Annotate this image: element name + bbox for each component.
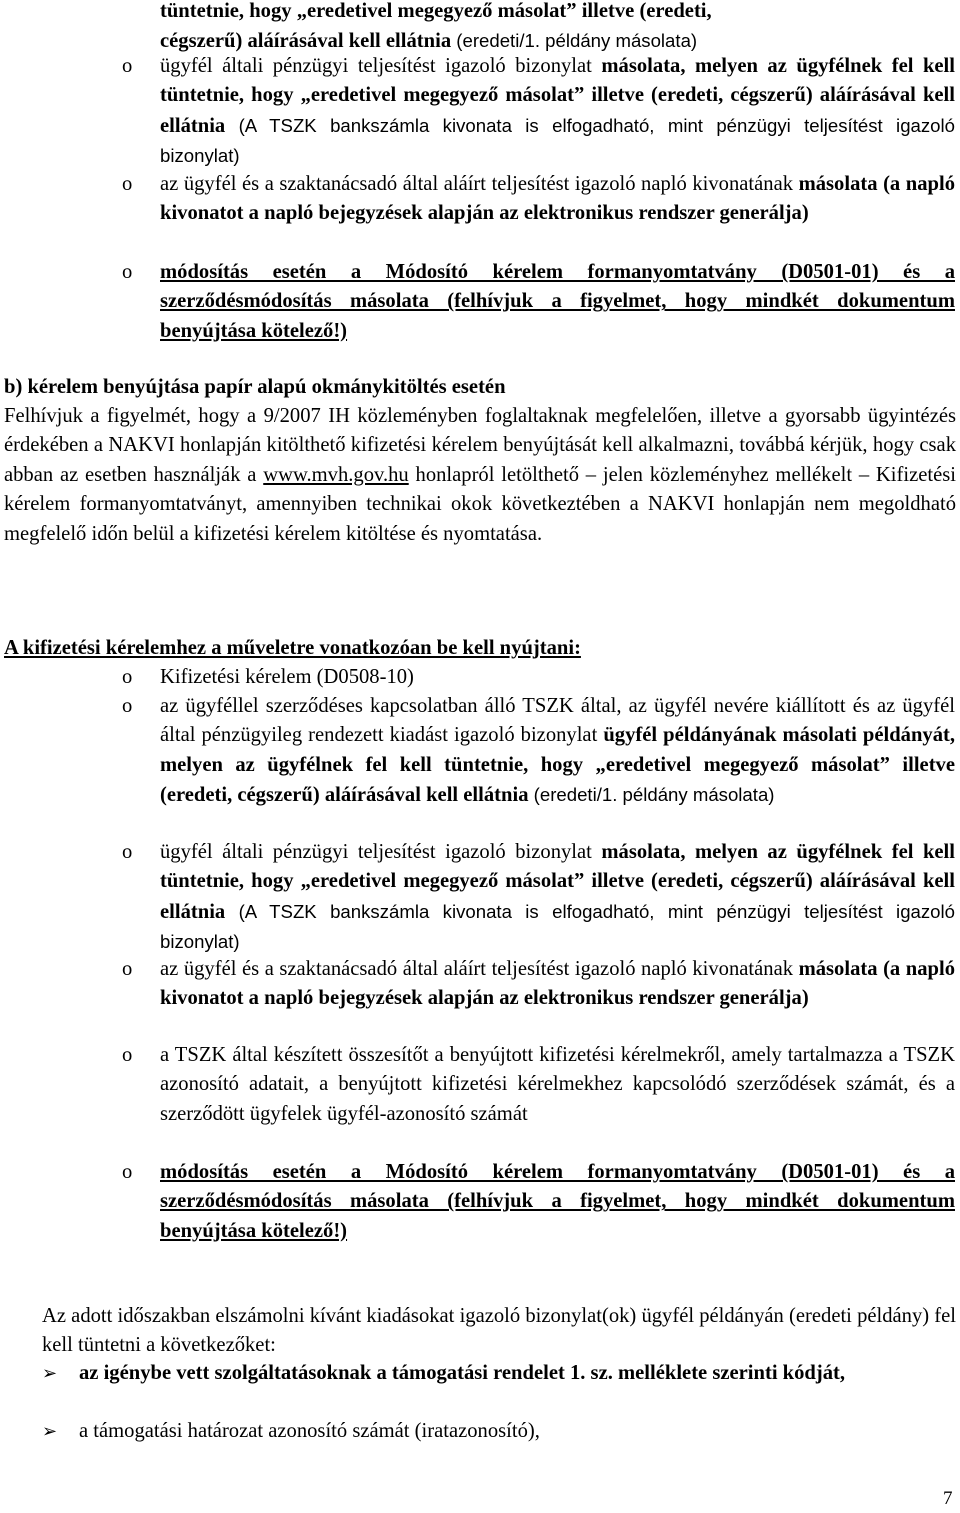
cont-line-2-bold: cégszerű) aláírásával kell ellátnia	[160, 30, 452, 53]
list-item	[122, 1158, 955, 1246]
bullet: o	[122, 173, 133, 195]
list-item	[122, 838, 955, 958]
list-item	[122, 52, 955, 172]
arrow-item-text: a támogatási határozat azonosító számát (iratazonosító),	[79, 1420, 540, 1442]
item-text: Kifizetési kérelem (D0508-10)	[160, 666, 414, 688]
list-item-continuation	[160, 0, 955, 57]
list-item	[122, 258, 955, 346]
paragraph-text: Felhívjuk a figyelmét, hogy a 9/2007 IH közleményben foglaltaknak megfelelően, illetve a gyorsabb ügyintézés érdekében a NAKVI honlapján kitölthető kifizetési kérelem benyújtását kell alkalmazni, továbbá kérjük, hogy csak abban az esetben használják a	[4, 405, 956, 486]
item-text-bold: ügyfél példányának másolati példányát, melyen az ügyfélnek fel kell tüntetnie, hogy „eredetivel megegyező másolat” illetve (eredeti, cégszerű) aláírásával kell ellátnia	[160, 724, 956, 807]
item-text: az ügyféllel szerződéses kapcsolatban álló TSZK által, az ügyfél nevére kiállított és az ügyfél által pénzügyileg rendezett kiadást igazoló bizonylat	[160, 695, 955, 747]
list-item	[122, 692, 956, 811]
paragraph-text: honlapról letölthető – jelen közleményhez mellékelt – Kifizetési kérelem formanyomtatványt, amennyiben technikai okok következtében a NAKVI honlapján nem megoldható megfelelő időn belül a kifizetési kérelem kitöltése és nyomtatása.	[4, 463, 956, 545]
item-text-bold-underlined: módosítás esetén a Módosító kérelem formanyomtatvány (D0501-01) és a szerződésmódosítás másolata (felhívjuk a figyelmet, hogy mindkét dokumentum benyújtása kötelező!)	[160, 261, 955, 342]
page-number: 7	[943, 1488, 953, 1509]
arrow-bullet-icon: ➢	[42, 1363, 58, 1383]
list-item	[122, 663, 955, 692]
item-text: az ügyfél és a szaktanácsadó által aláírt teljesítést igazoló napló kivonatának	[160, 173, 794, 195]
bullet: o	[122, 261, 133, 283]
list-item	[122, 1041, 955, 1129]
item-text-bold-underlined: módosítás esetén a Módosító kérelem formanyomtatvány (D0501-01) és a szerződésmódosítás másolata (felhívjuk a figyelmet, hogy mindkét dokumentum benyújtása kötelező!)	[160, 1161, 955, 1242]
item-note: (eredeti/1. példány másolata)	[533, 784, 775, 806]
arrow-bullet-icon: ➢	[42, 1421, 58, 1441]
cont-line-2-note: (eredeti/1. példány másolata)	[456, 30, 698, 52]
item-text-bold: másolata, melyen az ügyfélnek fel kell tüntetnie, hogy „eredetivel megegyező másolat” illetve (eredeti, cégszerű) aláírásával kell ellátnia	[160, 55, 955, 137]
mvh-link[interactable]: www.mvh.gov.hu	[263, 463, 409, 486]
item-text-bold: másolata, melyen az ügyfélnek fel kell tüntetnie, hogy „eredetivel megegyező másolat” illetve (eredeti, cégszerű) aláírásával kell ellátnia	[160, 841, 955, 923]
item-note: (A TSZK bankszámla kivonata is elfogadható, mint pénzügyi teljesítést igazoló bizonylat)	[160, 114, 955, 167]
bullet: o	[122, 695, 133, 717]
section-heading: A kifizetési kérelemhez a műveletre vonatkozóan be kell nyújtani:	[4, 637, 581, 659]
list-item	[122, 955, 955, 1014]
item-text-bold: másolata (a napló kivonatot a napló bejegyzések alapján az elektronikus rendszer generálja)	[160, 958, 955, 1010]
closing-paragraph: Az adott időszakban elszámolni kívánt kiadásokat igazoló bizonylat(ok) ügyfél példányán (eredeti példány) fel kell tüntetni a következőket:	[42, 1305, 956, 1357]
section-b-heading: b) kérelem benyújtása papír alapú okmánykitöltés esetén	[4, 376, 506, 398]
item-text: a TSZK által készített összesítőt a benyújtott kifizetési kérelmekről, amely tartalmazza a TSZK azonosító adatait, a benyújtott kifizetési kérelmekhez kapcsolódó szerződések számát, és a szerződött ügyfelek ügyfél-azonosító számát	[160, 1044, 955, 1125]
list-item	[122, 170, 955, 229]
item-text: az ügyfél és a szaktanácsadó által aláírt teljesítést igazoló napló kivonatának	[160, 958, 794, 980]
bullet: o	[122, 666, 133, 688]
bullet: o	[122, 1044, 133, 1066]
cont-line-1: tüntetnie, hogy „eredetivel megegyező másolat” illetve (eredeti,	[160, 0, 712, 22]
arrow-item	[42, 1417, 956, 1446]
arrow-item	[42, 1359, 956, 1388]
bullet: o	[122, 841, 133, 863]
arrow-item-text: az igénybe vett szolgáltatásoknak a támogatási rendelet 1. sz. melléklete szerinti kódját,	[79, 1362, 846, 1384]
item-text: ügyfél általi pénzügyi teljesítést igazoló bizonylat	[160, 55, 592, 77]
item-text-bold: másolata (a napló kivonatot a napló bejegyzések alapján az elektronikus rendszer generálja)	[160, 173, 955, 225]
bullet: o	[122, 1161, 133, 1183]
item-text: ügyfél általi pénzügyi teljesítést igazoló bizonylat	[160, 841, 592, 863]
section-b-paragraph	[4, 402, 956, 549]
item-note: (A TSZK bankszámla kivonata is elfogadható, mint pénzügyi teljesítést igazoló bizonylat)	[160, 900, 955, 953]
bullet: o	[122, 958, 133, 980]
bullet: o	[122, 55, 133, 77]
